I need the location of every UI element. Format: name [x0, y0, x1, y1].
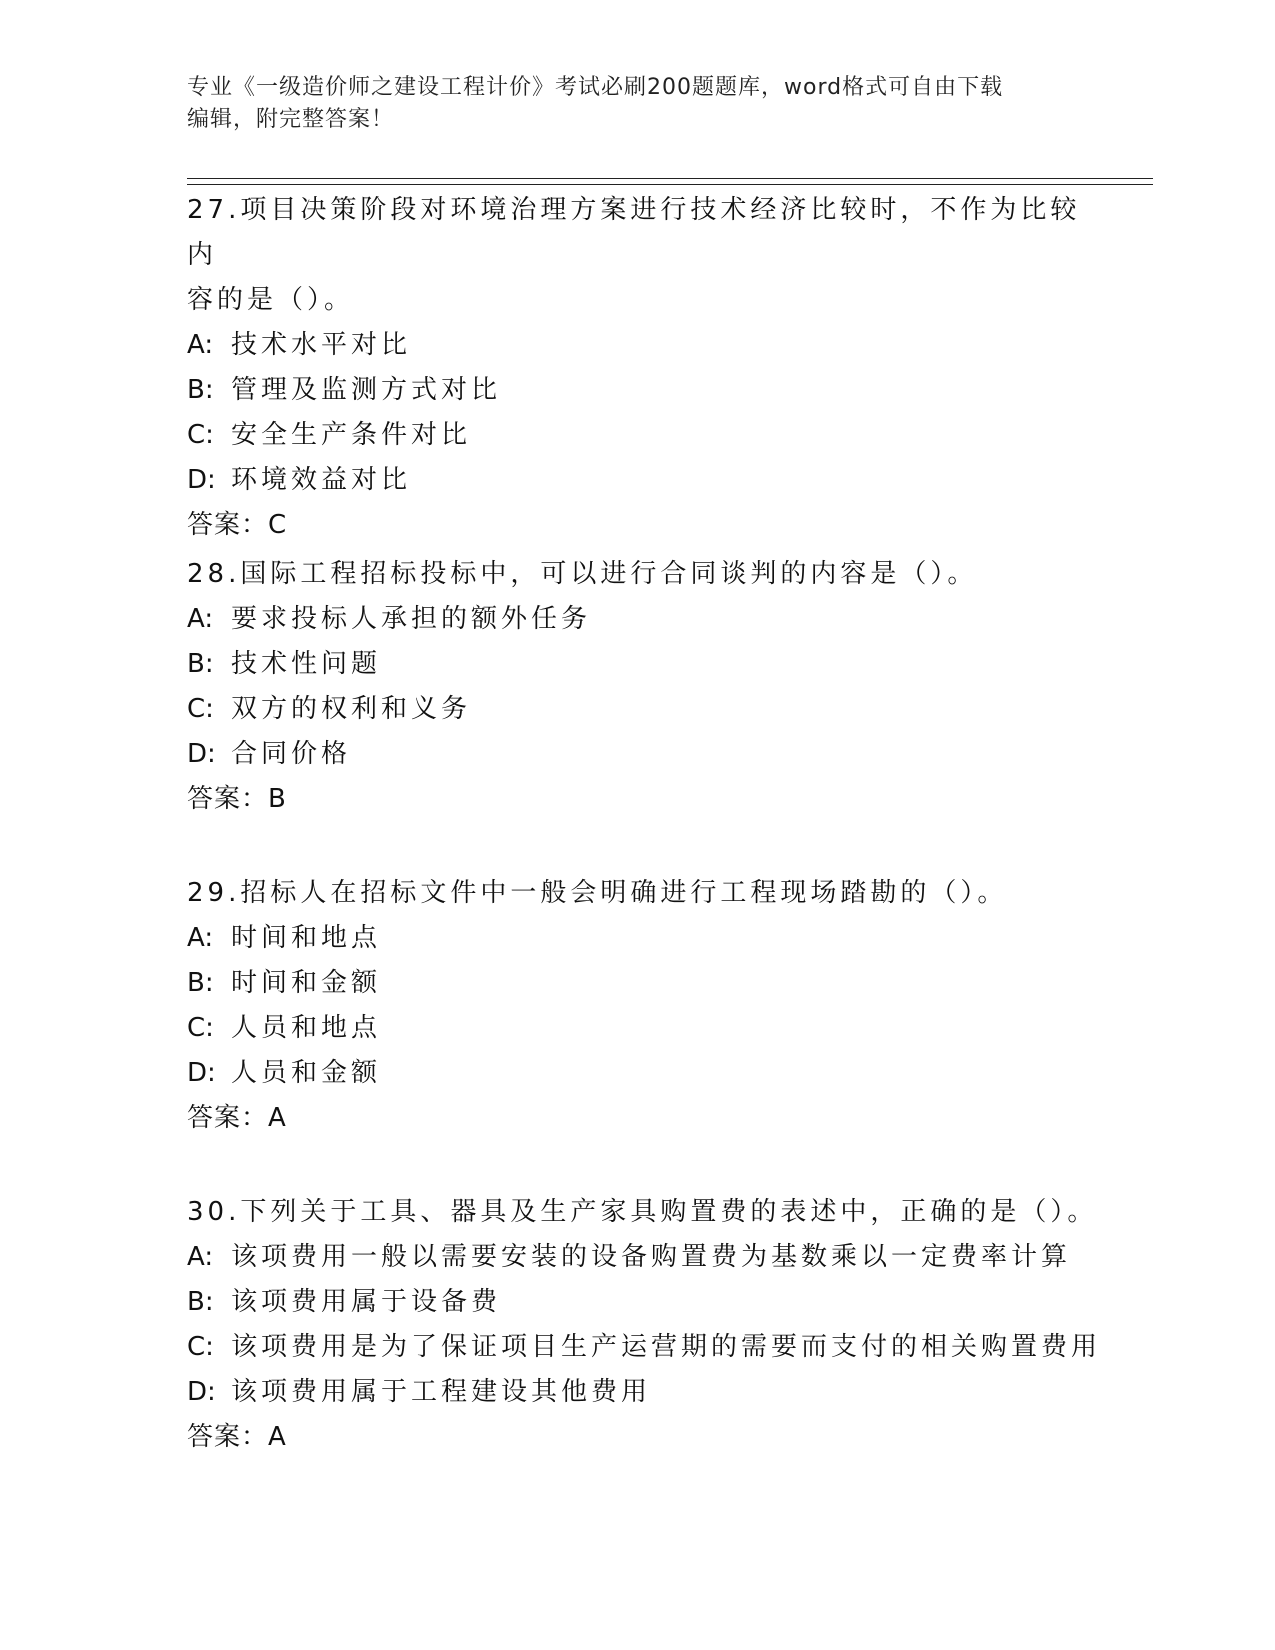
- option-b: [187, 1280, 1107, 1325]
- answer-label: 答案：B: [187, 784, 287, 814]
- option-text: 该项费用是为了保证项目生产运营期的需要而支付的相关购置费用: [231, 1332, 1102, 1362]
- option-key: A:: [187, 1242, 214, 1272]
- option-b: [187, 642, 1107, 687]
- option-a: [187, 1235, 1107, 1280]
- question-stem: 28.国际工程招标投标中，可以进行合同谈判的内容是（）。: [187, 559, 978, 589]
- option-b: [187, 961, 1107, 1006]
- option-text: 要求投标人承担的额外任务: [231, 604, 592, 634]
- option-key: B:: [187, 375, 214, 405]
- option-key: A:: [187, 604, 214, 634]
- option-text: 安全生产条件对比: [231, 420, 472, 450]
- option-key: B:: [187, 1287, 214, 1317]
- option-text: 技术性问题: [231, 649, 382, 679]
- option-d: [187, 732, 1107, 777]
- option-c: [187, 1325, 1107, 1370]
- question-28: [187, 552, 1107, 822]
- header-divider-bottom: [187, 184, 1153, 185]
- option-text: 双方的权利和义务: [231, 694, 472, 724]
- option-text: 该项费用属于设备费: [231, 1287, 502, 1317]
- header-divider-top: [187, 178, 1153, 179]
- option-a: [187, 916, 1107, 961]
- option-key: C:: [187, 1013, 214, 1043]
- answer-label: 答案：A: [187, 1422, 287, 1452]
- option-text: 人员和金额: [231, 1058, 382, 1088]
- option-key: C:: [187, 420, 214, 450]
- option-c: [187, 687, 1107, 732]
- option-text: 时间和金额: [231, 968, 382, 998]
- option-key: A:: [187, 923, 214, 953]
- option-text: 该项费用属于工程建设其他费用: [231, 1377, 652, 1407]
- question-stem: 30.下列关于工具、器具及生产家具购置费的表述中，正确的是（）。: [187, 1197, 1098, 1227]
- option-b: [187, 368, 1107, 413]
- option-a: [187, 323, 1107, 368]
- option-text: 人员和地点: [231, 1013, 382, 1043]
- option-key: B:: [187, 649, 214, 679]
- option-d: [187, 1051, 1107, 1096]
- option-text: 环境效益对比: [231, 465, 412, 495]
- answer-label: 答案：C: [187, 510, 288, 540]
- option-key: D:: [187, 465, 216, 495]
- option-c: [187, 1006, 1107, 1051]
- option-a: [187, 597, 1107, 642]
- option-text: 管理及监测方式对比: [231, 375, 502, 405]
- option-text: 该项费用一般以需要安装的设备购置费为基数乘以一定费率计算: [231, 1242, 1072, 1272]
- option-text: 合同价格: [231, 739, 352, 769]
- option-text: 时间和地点: [231, 923, 382, 953]
- option-text: 技术水平对比: [231, 330, 412, 360]
- question-stem: 27.项目决策阶段对环境治理方案进行技术经济比较时，不作为比较内: [187, 195, 1081, 270]
- option-d: [187, 1370, 1107, 1415]
- question-30: [187, 1190, 1107, 1460]
- question-27: [187, 188, 1107, 548]
- option-key: C:: [187, 1332, 214, 1362]
- answer-label: 答案：A: [187, 1103, 287, 1133]
- option-key: D:: [187, 1058, 216, 1088]
- option-d: [187, 458, 1107, 503]
- header-line-1: 专业《一级造价师之建设工程计价》考试必刷200题题库，word格式可自由下载: [187, 75, 1004, 100]
- header-line-2: 编辑，附完整答案！: [187, 107, 395, 132]
- question-stem-continued: 容的是（）。: [187, 285, 355, 315]
- document-header: [187, 72, 1087, 136]
- question-stem: 29.招标人在招标文件中一般会明确进行工程现场踏勘的（）。: [187, 878, 1008, 908]
- option-c: [187, 413, 1107, 458]
- option-key: A:: [187, 330, 214, 360]
- option-key: B:: [187, 968, 214, 998]
- option-key: D:: [187, 1377, 216, 1407]
- question-29: [187, 871, 1107, 1141]
- option-key: C:: [187, 694, 214, 724]
- option-key: D:: [187, 739, 216, 769]
